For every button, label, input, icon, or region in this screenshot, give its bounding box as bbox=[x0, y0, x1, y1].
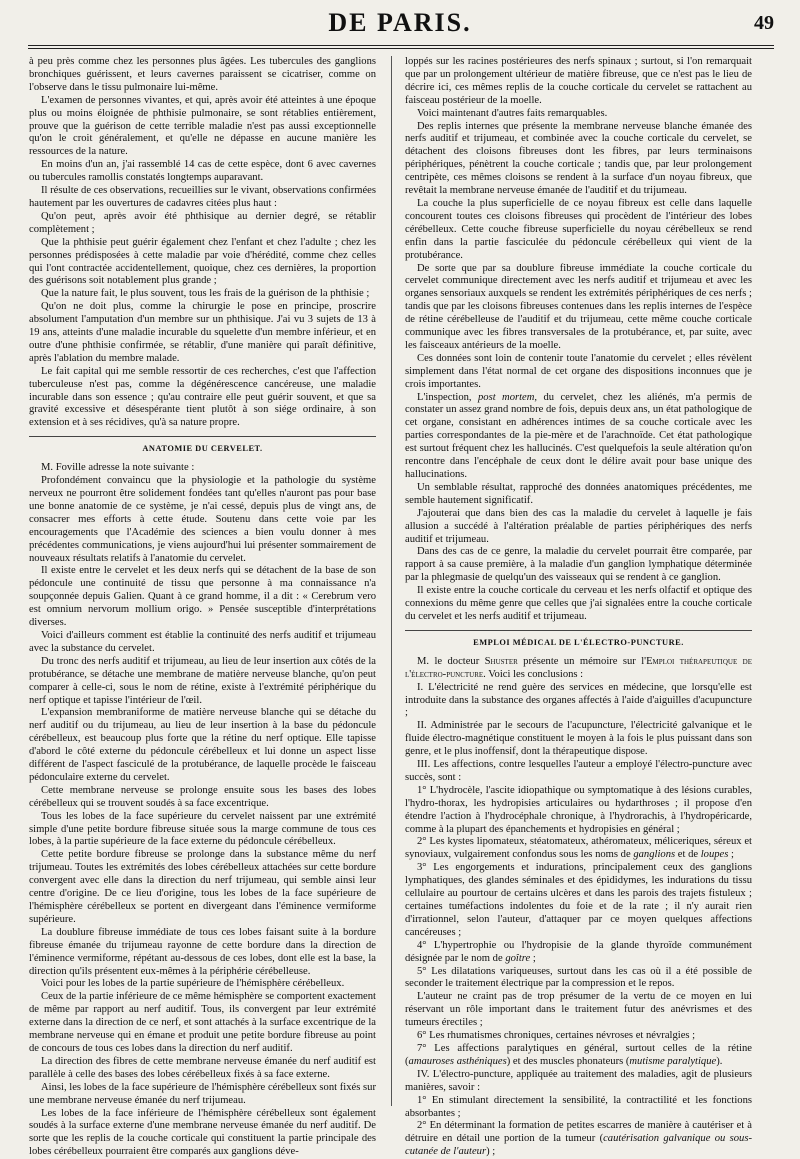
text-run: M. le docteur bbox=[417, 656, 485, 667]
italic-term: goître bbox=[505, 953, 530, 964]
text-run: 4° L'hypertrophie ou l'hydropisie de la glande thyroïde communément désignée par le nom de bbox=[405, 940, 752, 964]
text-run: ; bbox=[728, 849, 734, 860]
paragraph: à peu près comme chez les personnes plus âgées. Les tubercules des ganglions bronchiques guérissent, et leurs cavernes paraissent se cicatriser, comme on l'observe dans le tissu pulmonaire lui-même. bbox=[29, 56, 376, 95]
paragraph: Voici d'ailleurs comment est établie la continuité des nerfs auditif et trijumeau avec la substance du cervelet. bbox=[29, 630, 376, 656]
paragraph: De sorte que par sa doublure fibreuse immédiate la couche corticale du cervelet communique directement avec les nerfs auditif et trijumeau et avec les organes sensoriaux auxquels se rendent les extrémités périphériques de ces nerfs ; tandis que par les cloisons fibreuses contenues dans les replis internes de l'espèce de rétine cérébelleuse de l'auditif et du trijumeau, cette même couche corticale communique avec les fibres transversales de la protubérance, et, par suite, avec les faisceaux antérieurs de la moelle. bbox=[405, 263, 752, 353]
paragraph: IV. L'électro-puncture, appliquée au traitement des maladies, agit de plusieurs manières, savoir : bbox=[405, 1069, 752, 1095]
paragraph: Ceux de la partie inférieure de ce même hémisphère se comportent exactement de même par rapport au nerf auditif. Tous, ils convergent par leur extrémité externe dans la direction de ce nerf, et sont attachés à la surface excentrique de la membrane nerveuse qui en émane et produit une petite bordure fibreuse au point de concours de tous ces lobes dans la direction du nerf auditif. bbox=[29, 991, 376, 1056]
text-run: ). bbox=[716, 1056, 722, 1067]
running-title: DE PARIS. bbox=[0, 8, 800, 38]
paragraph: Tous les lobes de la face supérieure du cervelet naissent par une extrémité simple d'une petite bordure fibreuse située sous la marge commune de tous ces lobes, à la partie supérieure de la face externe du pédoncule cérébelleux. bbox=[29, 811, 376, 850]
paragraph: La couche la plus superficielle de ce noyau fibreux est celle dans laquelle concourent toutes ces cloisons fibreuses qui procèdent de l'intérieur des lobes cérébelleux. Cette couche fibreuse superficielle du noyau cérébelleux se rend enfin dans la partie fasciculée du pédoncule cérébelleux qui vient de la protubérance. bbox=[405, 198, 752, 263]
text-run: ) et des muscles phonateurs ( bbox=[507, 1056, 630, 1067]
paragraph: Cette membrane nerveuse se prolonge ensuite sous les bases des lobes cérébelleux qui se trouvent soudés à sa face excentrique. bbox=[29, 785, 376, 811]
text-run: L'inspection, bbox=[417, 392, 478, 403]
paragraph: M. Foville adresse la note suivante : bbox=[29, 462, 376, 475]
paragraph: L'examen de personnes vivantes, et qui, après avoir été atteintes à une époque plus ou moins éloignée de phthisie pulmonaire, se sont rétablies entièrement, prouve que la guérison de cette terrible maladie n'est pas aussi exceptionnelle qu'on le croit généralement, et qu'elle ne dépasse en aucune manière les ressources de la nature. bbox=[29, 95, 376, 160]
text-run: ; bbox=[530, 953, 536, 964]
paragraph: 5° Les dilatations variqueuses, surtout dans les cas où il a été possible de seconder le traitement électrique par la compression et le repos. bbox=[405, 966, 752, 992]
paragraph: Il résulte de ces observations, recueillies sur le vivant, observations confirmées hautement par les ouvertures de cadavres citées plus haut : bbox=[29, 185, 376, 211]
paragraph: L'expansion membraniforme de matière nerveuse blanche qui se détache du nerf auditif ou du trijumeau, au lieu de leur insertion à la base du pédoncule cérébelleux, est beaucoup plus forte que la rétine du nerf optique. Elle tapisse d'abord le côté externe du pédoncule cérébelleux et lui donne un aspect lisse différent de l'aspect fasciculé de la protubérance, de laquelle procède le faisceau pédonculaire externe du cervelet. bbox=[29, 707, 376, 784]
page-header bbox=[0, 0, 800, 48]
text-run: , du cervelet, chez les aliénés, m'a permis de constater un assez grand nombre de fois, depuis deux ans, un état pathologique de cet organe, consistant en adhérences intimes de sa couche corticale avec les parties correspondantes de la pie-mère et de l'arachnoïde. Cet état pathologique est surtout fréquent chez les hallucinés. C'est quelquefois la seule altération qu'on rencontre dans l'encéphale de ceux dont le délire avait pour base unique des hallucinations. bbox=[405, 392, 752, 480]
paragraph bbox=[405, 940, 752, 966]
text-run: 2° En déterminant la formation de petites escarres de manière à cautériser et à détruire en détail une portion de la tumeur ( bbox=[405, 1120, 752, 1144]
paragraph: Voici maintenant d'autres faits remarquables. bbox=[405, 108, 752, 121]
paragraph: Que la nature fait, le plus souvent, tous les frais de la guérison de la phthisie ; bbox=[29, 288, 376, 301]
paragraph: J'ajouterai que dans bien des cas la maladie du cervelet à laquelle je fais allusion a succédé à l'altération préalable de parties périphériques des nerfs auditif et trijumeau. bbox=[405, 508, 752, 547]
paragraph: Qu'on ne doit plus, comme la chirurgie le pose en principe, proscrire absolument l'amputation d'un membre sur un phthisique. J'ai vu 3 sujets de 13 à 19 ans, atteints d'une maladie incurable du squelette d'un membre inférieur, et en outre d'une phthisie confirmée, se rétablir, d'une manière qui paraît définitive, après l'ablation du membre malade. bbox=[29, 301, 376, 366]
section-heading: ANATOMIE DU CERVELET. bbox=[29, 436, 376, 456]
paragraph: Les lobes de la face inférieure de l'hémisphère cérébelleux sont également soudés à la surface externe d'une membrane nerveuse émanée du nerf auditif. De sorte que les replis de la couche corticale qui constituent la partie principale des lobes cérébelleux pourraient être comparés aux ganglions déve- bbox=[29, 1108, 376, 1159]
paragraph: L'auteur ne craint pas de trop présumer de la vertu de ce moyen en lui réservant un rôle important dans le traitement futur des anévrismes et des tumeurs érectiles ; bbox=[405, 991, 752, 1030]
page-number: 49 bbox=[754, 12, 774, 35]
paragraph: Ces données sont loin de contenir toute l'anatomie du cervelet ; elles révèlent simplement dans l'état normal de cet organe des dispositions inconnues que je crois importantes. bbox=[405, 353, 752, 392]
paragraph: Ainsi, les lobes de la face supérieure de l'hémisphère cérébelleux sont fixés sur une membrane nerveuse émanée du nerf trijumeau. bbox=[29, 1082, 376, 1108]
text-run: 7° Les affections paralytiques en général, surtout celles de la rétine ( bbox=[405, 1043, 752, 1067]
section-heading: EMPLOI MÉDICAL DE L'ÉLECTRO-PUNCTURE. bbox=[405, 630, 752, 650]
paragraph: loppés sur les racines postérieures des nerfs spinaux ; surtout, si l'on remarquait que par un prolongement ultérieur de matière fibreuse, que ce n'est pas le lieu de décrire ici, ces mêmes replis de la couche corticale du cervelet se rattachent au faisceau postérieur de la moelle. bbox=[405, 56, 752, 108]
paragraph bbox=[405, 836, 752, 862]
italic-term: ganglions bbox=[633, 849, 675, 860]
paragraph bbox=[405, 1043, 752, 1069]
text-run: . Voici les conclusions : bbox=[483, 669, 583, 680]
italic-term: cautérisation galvanique ou sous-cutanée de l'auteur bbox=[405, 1133, 752, 1157]
paragraph: 1° L'hydrocèle, l'ascite idiopathique ou symptomatique à des lésions curables, l'hydro-thorax, les hydropisies articulaires ou hydarthroses ; il propose d'en étendre l'action à l'hydrocéphale chronique, à l'hydrorachis, à l'hydropéricarde, comme à la plupart des épanchements et hydropisies en général ; bbox=[405, 785, 752, 837]
header-rule-thin bbox=[28, 48, 774, 49]
text-run: et de bbox=[675, 849, 701, 860]
right-column bbox=[405, 56, 752, 1108]
left-column bbox=[29, 56, 376, 1108]
italic-term: mutisme paralytique bbox=[629, 1056, 716, 1067]
paragraph: II. Administrée par le secours de l'acupuncture, l'électricité galvanique et le fluide électro-magnétique constituent le moyen à la fois le plus puissant dans son genre, et le plus inoffensif, dont la thérapeutique dispose. bbox=[405, 720, 752, 759]
paragraph: Le fait capital qui me semble ressortir de ces recherches, c'est que l'affection tuberculeuse n'est pas, comme la dégénérescence cancéreuse, une maladie incurable dans son essence ; qu'au contraire elle peut guérir souvent, et que sa gravité excessive et désespérante tient plutôt à son siége ordinaire, à son extension et à ses récidives, qu'à sa nature propre. bbox=[29, 366, 376, 431]
paragraph: Voici pour les lobes de la partie supérieure de l'hémisphère cérébelleux. bbox=[29, 978, 376, 991]
paragraph: Un semblable résultat, rapproché des données anatomiques précédentes, me semble hautement significatif. bbox=[405, 482, 752, 508]
paragraph: En moins d'un an, j'ai rassemblé 14 cas de cette espèce, dont 6 avec cavernes ou tubercules ramollis constatés longtemps auparavant. bbox=[29, 159, 376, 185]
author-name: Shuster bbox=[485, 656, 518, 667]
paragraph: La direction des fibres de cette membrane nerveuse émanée du nerf auditif est parallèle à celle des bases des lobes cérébelleux fixés à sa face externe. bbox=[29, 1056, 376, 1082]
paragraph: Cette petite bordure fibreuse se prolonge dans la substance même du nerf trijumeau. Toutes les extrémités des lobes cérébelleux attachées sur cette bordure convergent avec elle dans la direction du nerf trijumeau, qui semble ainsi leur centre d'origine. De ce lieu d'origine, tous les lobes de la face supérieure de l'hémisphère cérébelleux se portent en divergeant dans l'éminence vermiforme supérieure. bbox=[29, 849, 376, 926]
header-rule bbox=[28, 45, 774, 46]
paragraph: III. Les affections, contre lesquelles l'auteur a employé l'électro-puncture avec succès, sont : bbox=[405, 759, 752, 785]
paragraph bbox=[405, 1120, 752, 1159]
paragraph: Des replis internes que présente la membrane nerveuse blanche émanée des nerfs auditif et trijumeau, et combinée avec la couche corticale du cervelet, se détachent des cloisons fibreuses dont les fibres, par leurs terminaisons périphériques, pénètrent la couche corticale ; tandis que, par leur prolongement centripète, ces mêmes cloisons se rendent à la surface d'un noyau fibreux, que revêtait la membrane nerveuse émanée de l'auditif et du trijumeau. bbox=[405, 121, 752, 198]
column-divider bbox=[391, 56, 392, 1106]
paragraph: Profondément convaincu que la physiologie et la pathologie du système nerveux ne pourront être solidement fondées tant qu'elles n'auront pas pour base une bonne anatomie de ce système, je n'ai cessé, depuis plus de vingt ans, de consacrer mes efforts à cette étude. Soutenu dans cette voie par les encouragements que l'Académie des sciences a bien voulu donner à mes précédentes communications, je viens aujourd'hui lui présenter sommairement de nouveaux résultats relatifs à l'anatomie du cervelet. bbox=[29, 475, 376, 565]
paragraph bbox=[405, 656, 752, 682]
paragraph: Du tronc des nerfs auditif et trijumeau, au lieu de leur insertion aux côtés de la protubérance, se détache une membrane de matière nerveuse blanche, qu'on peut comparer à celle-ci, sous le nom de rétine, existe à l'extrémité périphérique du nerf optique et tapisse l'intérieur de l'œil. bbox=[29, 656, 376, 708]
paragraph bbox=[405, 392, 752, 482]
paragraph: 6° Les rhumatismes chroniques, certaines névroses et névralgies ; bbox=[405, 1030, 752, 1043]
text-run: ) ; bbox=[486, 1146, 495, 1157]
paragraph: La doublure fibreuse immédiate de tous ces lobes faisant suite à la bordure fibreuse émanée du trijumeau rayonne de cette bordure dans la direction de l'éminence vermiforme, répétant au-dessous de ces lobes, dont elle est la base, la direction qu'ils présentent eux-mêmes à la périphérie cérébelleuse. bbox=[29, 927, 376, 979]
paragraph: Il existe entre la couche corticale du cerveau et les nerfs olfactif et optique des connexions du même genre que celles que j'ai signalées entre la couche corticale du cervelet et les nerfs auditif et trijumeau. bbox=[405, 585, 752, 624]
italic-term: amauroses asthéniques bbox=[409, 1056, 507, 1067]
paragraph: I. L'électricité ne rend guère des services en médecine, que lorsqu'elle est introduite dans la substance des organes affectés à l'aide d'aiguilles d'acupuncture ; bbox=[405, 682, 752, 721]
paragraph: Que la phthisie peut guérir également chez l'enfant et chez l'adulte ; chez les personnes prédisposées à cette maladie par voie d'hérédité, comme chez celles qui l'ont contractée accidentellement, quoique, chez ces dernières, la proportion des guérisons soit notablement plus grande ; bbox=[29, 237, 376, 289]
paragraph: Dans des cas de ce genre, la maladie du cervelet pourrait être comparée, par rapport à sa cause première, à la maladie d'un ganglion lymphatique déterminée par la phlegmasie de quelqu'un des vaisseaux qui se rendent à ce ganglion. bbox=[405, 546, 752, 585]
paragraph: 1° En stimulant directement la sensibilité, la contractilité et les fonctions absorbantes ; bbox=[405, 1095, 752, 1121]
text-run: 2° Les kystes lipomateux, stéatomateux, athéromateux, méliceriques, séreux et synoviaux, vulgairement confondus sous les noms de bbox=[405, 836, 752, 860]
paragraph: Il existe entre le cervelet et les deux nerfs qui se détachent de la base de son pédoncule une continuité de tissu que personne à ma connaissance n'a soupçonnée depuis Galien. Quant à ce grand homme, il a dit : « Cerebrum vero est omnium nervorum mollium origo. » Pensée susceptible d'interprétations diverses. bbox=[29, 565, 376, 630]
paragraph: 3° Les engorgements et indurations, principalement ceux des ganglions lymphatiques, des glandes séminales et des épididymes, les indurations du tissu cellulaire au pourtour de certains ulcères et dans les parois des trajets fistuleux ; certaines tuméfactions indolentes du foie et de la rate ; il n'y aurait rien d'irrationnel, selon l'auteur, d'attaquer par ce moyen quelques affections cancéreuses ; bbox=[405, 862, 752, 939]
italic-term: loupes bbox=[701, 849, 729, 860]
italic-term: post mortem bbox=[478, 392, 534, 403]
text-run: présente un mémoire sur l' bbox=[518, 656, 646, 667]
memoir-title: Emploi thérapeutique de l'électro-puncture bbox=[405, 656, 752, 680]
paragraph: Qu'on peut, après avoir été phthisique au dernier degré, se rétablir complètement ; bbox=[29, 211, 376, 237]
